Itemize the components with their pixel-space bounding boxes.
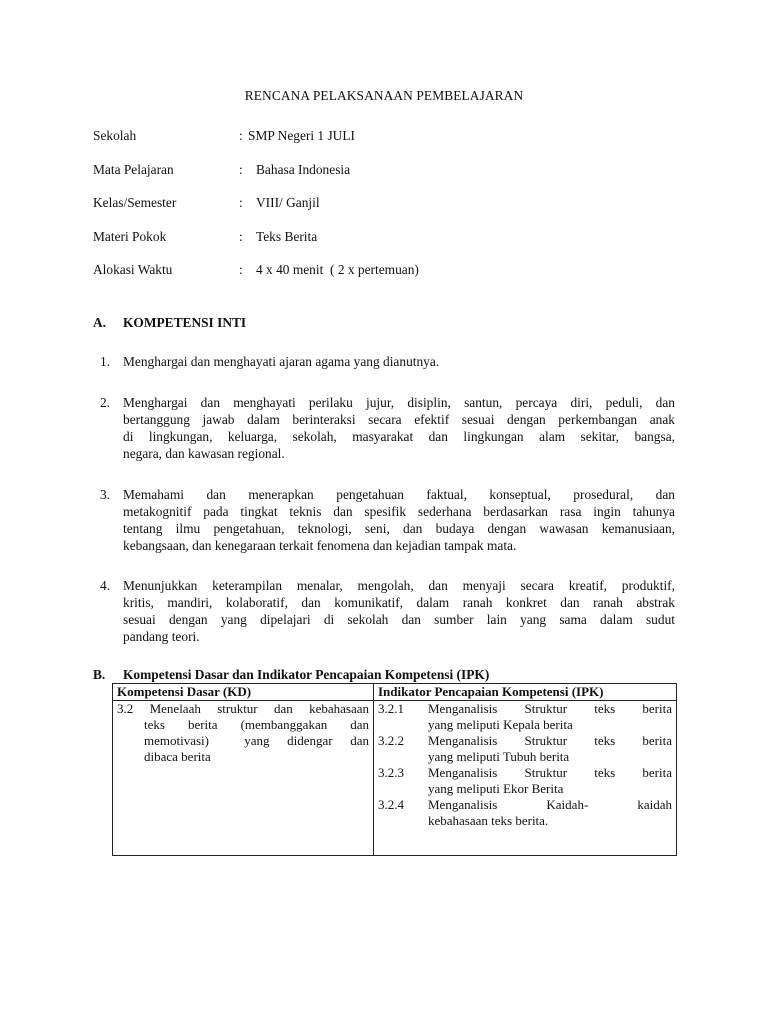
kd-cell [113,701,374,856]
ki-line: Menghargai dan menghayati ajaran agama yang dianutnya. [123,354,440,369]
ki-line: di lingkungan, keluarga, sekolah, masyarakat dan lingkungan alam sekitar, bangsa, [123,429,675,444]
section-letter: B. [93,667,106,682]
section-letter: A. [93,315,107,330]
ipk-line: Menganalisis Struktur teks berita [428,733,672,748]
section-title: KOMPETENSI INTI [123,315,247,330]
identity-value: SMP Negeri 1 JULI [248,128,355,143]
identity-colon: : [239,195,243,210]
ipk-text [428,701,672,733]
ipk-line: yang meliputi Kepala berita [428,717,573,732]
ki-line: tentang ilmu pengetahuan, teknologi, seni, dan budaya dengan wawasan kemanusiaan, [123,521,675,536]
ki-line: negara, dan kawasan regional. [123,446,285,461]
identity-label: Alokasi Waktu [93,262,173,277]
identity-value: Teks Berita [256,229,318,244]
ki-text [123,486,675,554]
ipk-cell [374,701,677,856]
ipk-text [428,733,672,765]
document-title: RENCANA PELAKSANAAN PEMBELAJARAN [244,88,524,103]
ipk-line: Menganalisis Kaidah- kaidah [428,797,672,812]
section-b-heading [93,667,489,683]
identity-value: VIII/ Ganjil [256,195,320,210]
ki-line: pandang teori. [123,629,200,644]
ki-line: bertanggung jawab dalam berinteraksi secara efektif sesuai dengan perkembangan anak [123,412,675,427]
ki-text [123,394,675,462]
identity-colon: : [239,262,243,277]
ipk-item [378,701,672,733]
ki-number: 4. [100,578,111,593]
ki-line: metakognitif pada tingkat teknis dan spesifik sederhana berdasarkan rasa ingin tahunya [123,504,675,519]
ki-text [123,577,675,645]
ipk-line: yang meliputi Tubuh berita [428,749,570,764]
identity-label: Sekolah [93,128,137,143]
ipk-header: Indikator Pencapaian Kompetensi (IPK) [374,684,677,701]
identity-label: Materi Pokok [93,229,167,244]
ki-line: Menunjukkan keterampilan menalar, mengolah, dan menyaji secara kreatif, produktif, [123,578,675,593]
section-title: Kompetensi Dasar dan Indikator Pencapaian Kompetensi (IPK) [123,667,490,682]
ipk-line: kebahasaan teks berita. [428,813,549,828]
section-a-heading [93,315,246,331]
ipk-number: 3.2.1 [378,701,404,716]
kd-line: dibaca berita [144,749,211,764]
ipk-text [428,797,672,829]
ki-number: 1. [100,354,111,369]
identity-colon: : [239,162,243,177]
ki-number: 2. [100,395,111,410]
identity-value: Bahasa Indonesia [256,162,351,177]
ki-line: sesuai dengan yang dipelajari di sekolah dan sumber lain yang sama dalam sudut [123,612,675,627]
ipk-line: Menganalisis Struktur teks berita [428,765,672,780]
identity-colon: : [239,128,243,143]
ki-line: kebangsaan, dan kenegaraan terkait fenomena dan kejadian tampak mata. [123,538,517,553]
identity-label: Mata Pelajaran [93,162,174,177]
ki-text [123,353,675,370]
kd-header: Kompetensi Dasar (KD) [113,684,374,701]
ipk-item [378,765,672,797]
ipk-line: Menganalisis Struktur teks berita [428,701,672,716]
ki-line: Memahami dan menerapkan pengetahuan faktual, konseptual, prosedural, dan [123,487,675,502]
ipk-number: 3.2.4 [378,797,404,812]
ki-number: 3. [100,487,111,502]
kd-text [117,701,369,765]
ipk-item [378,797,672,829]
identity-colon: : [239,229,243,244]
table-header-row [113,684,677,701]
ipk-number: 3.2.2 [378,733,404,748]
ipk-text [428,765,672,797]
ipk-item [378,733,672,765]
identity-value: 4 x 40 menit ( 2 x pertemuan) [256,262,419,277]
kd-line: memotivasi) yang didengar dan [144,733,369,748]
ki-line: Menghargai dan menghayati perilaku jujur, disiplin, santun, percaya diri, peduli, dan [123,395,675,410]
ki-line: kritis, mandiri, kolaboratif, dan komunikatif, dalam ranah konkret dan ranah abstrak [123,595,675,610]
ipk-line: yang meliputi Ekor Berita [428,781,564,796]
ipk-number: 3.2.3 [378,765,404,780]
identity-label: Kelas/Semester [93,195,177,210]
kd-ipk-table [112,683,677,856]
table-row [113,701,677,856]
kd-line: 3.2 Menelaah struktur dan kebahasaan [117,701,369,716]
kd-line: teks berita (membanggakan dan [144,717,369,732]
